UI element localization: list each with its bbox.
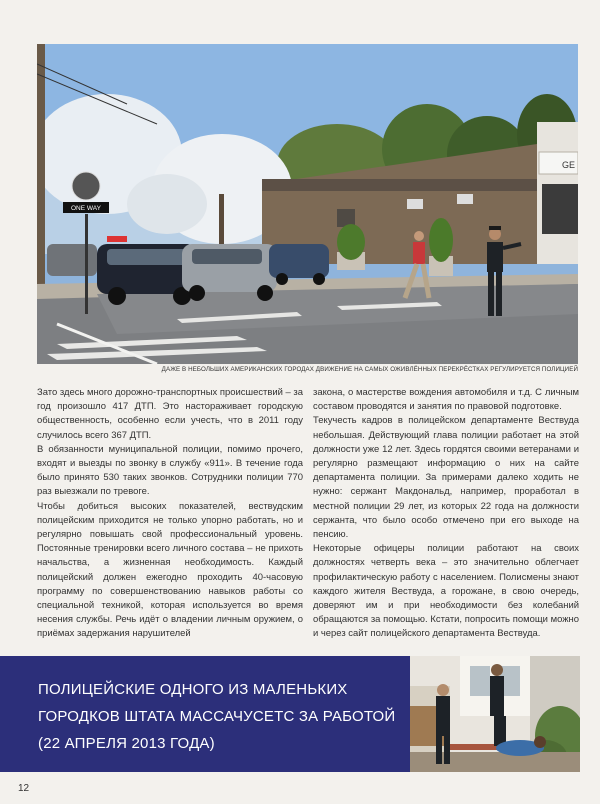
paragraph: Текучесть кадров в полицейском департаменте Вествуда небольшая. Действующий глава полиции работает на этой должности уже 12 лет. Здесь гордятся своими ветеранами и регулярно размещают информацию о них на сайте департамента полиции. За примерами далеко ходить не нужно: сержант Макдональд, например, проработал в местной полиции 29 лет, из которых 22 года на должности сержанта, что было особо отмечено при его выходе на пенсию. xyxy=(313,415,579,541)
page-number: 12 xyxy=(18,783,30,794)
secondary-photo xyxy=(410,656,580,772)
paragraph: В обязанности муниципальной полиции, помимо прочего, входят и выезды по звонку в службу «911». В течение года было принято 530 таких звонков. Сотрудники полиции 770 раз выезжали по тревоге. xyxy=(37,443,303,498)
street-intersection-illustration xyxy=(37,44,578,364)
police-at-work-illustration xyxy=(410,656,580,772)
banner-title: ПОЛИЦЕЙСКИЕ ОДНОГО ИЗ МАЛЕНЬКИХ ГОРОДКОВ ШТАТА МАССАЧУСЕТС ЗА РАБОТОЙ (22 АПРЕЛЯ 2013 ГОДА) xyxy=(38,681,396,752)
paragraph: Чтобы добиться высоких показателей, вествудским полицейским приходится не только упорно работать, но и регулярно повышать свой профессиональный уровень. Постоянные тренировки всего личного состава – не прихоть начальства, а жизненная необходимость. Каждый полицейский должен ежегодно проходить 40-часовую программу по совершенствованию навыков работы со специальной техникой, которая используется во время несения службы. Речь идёт о владении личным оружием, о приёмах задержания нарушителей xyxy=(37,500,303,640)
shop-sign: GE xyxy=(562,160,576,170)
article-column-right xyxy=(313,386,579,642)
paragraph: Некоторые офицеры полиции работают на своих должностях четверть века – это значительно облегчает профилактическую работу с населением. Полисмены знают каждого жителя Вествуда, а горожане, в свою очередь, доверяют им и при необходимости без колебаний обращаются за помощью. Кстати, попросить помощи можно и через сайт полицейского департамента Вествуда. xyxy=(313,543,579,640)
paragraph: Зато здесь много дорожно-транспортных происшествий – за год произошло 417 ДТП. Это настораживает городскую общественность, особенно если учесть, что в 2011 году случилось всего 367 ДТП. xyxy=(37,387,303,441)
one-way-sign: ONE WAY xyxy=(71,205,101,212)
main-photo xyxy=(37,44,578,364)
paragraph: закона, о мастерстве вождения автомобиля и т.д. С личным составом проводятся и занятия по правовой подготовке. xyxy=(313,387,579,413)
article-column-left xyxy=(37,386,303,642)
photo-caption: ДАЖЕ В НЕБОЛЬШИХ АМЕРИКАНСКИХ ГОРОДАХ ДВИЖЕНИЕ НА САМЫХ ОЖИВЛЁННЫХ ПЕРЕКРЁСТКАХ РЕГУЛИРУЕТСЯ ПОЛИЦИЕЙ xyxy=(161,366,578,373)
